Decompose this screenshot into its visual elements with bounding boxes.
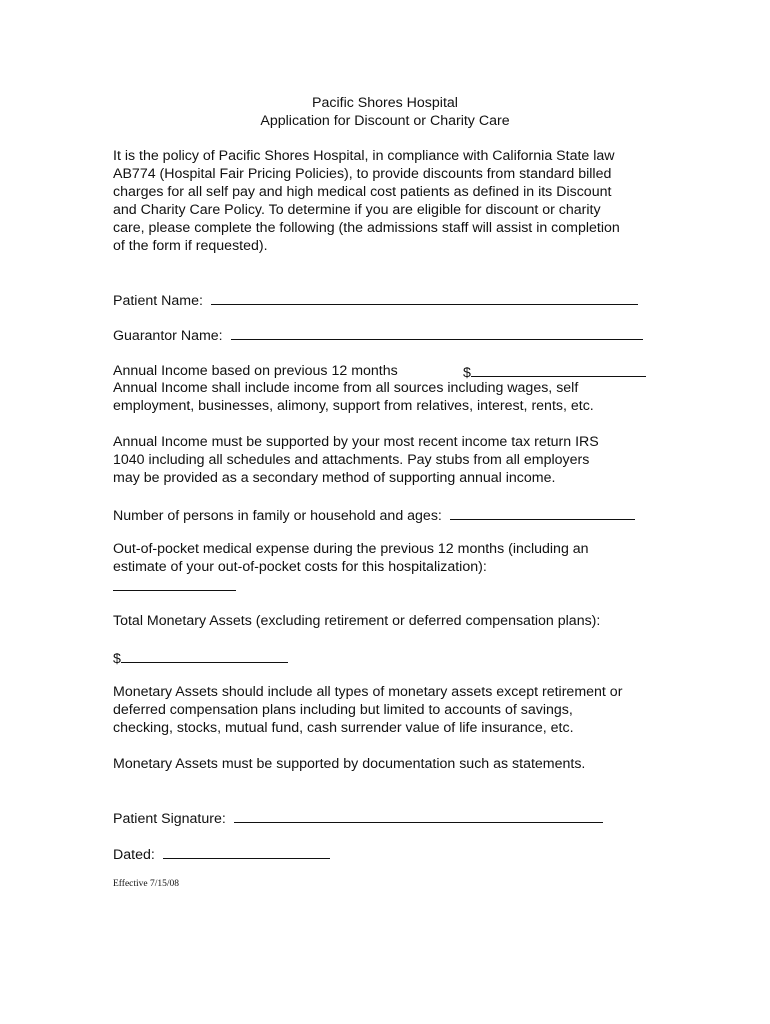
monetary-assets-field[interactable] xyxy=(121,648,288,663)
out-of-pocket-field[interactable] xyxy=(113,576,236,591)
income-support-line: Annual Income must be supported by your most recent income tax return IRS xyxy=(113,434,599,450)
policy-line: of the form if requested). xyxy=(113,238,268,254)
patient-name-row xyxy=(113,290,638,310)
annual-income-currency: $ xyxy=(463,365,471,381)
dated-label: Dated: xyxy=(113,847,155,863)
effective-date: Effective 7/15/08 xyxy=(113,879,180,889)
form-title: Application for Discount or Charity Care xyxy=(260,113,510,129)
patient-name-field[interactable] xyxy=(211,290,638,305)
out-of-pocket-row xyxy=(113,576,236,596)
household-row xyxy=(113,505,635,525)
household-field[interactable] xyxy=(450,505,635,520)
signature-label: Patient Signature: xyxy=(113,811,226,827)
income-support-line: may be provided as a secondary method of supporting annual income. xyxy=(113,470,556,486)
monetary-assets-currency: $ xyxy=(113,651,121,667)
policy-line: and Charity Care Policy. To determine if you are eligible for discount or charity xyxy=(113,202,601,218)
assets-note-line: deferred compensation plans including but limited to accounts of savings, xyxy=(113,702,573,718)
out-of-pocket-line: estimate of your out-of-pocket costs for this hospitalization): xyxy=(113,559,487,575)
policy-line: It is the policy of Pacific Shores Hospital, in compliance with California State law xyxy=(113,148,615,164)
policy-line: AB774 (Hospital Fair Pricing Policies), to provide discounts from standard billed xyxy=(113,166,612,182)
assets-note-line: checking, stocks, mutual fund, cash surrender value of life insurance, etc. xyxy=(113,720,574,736)
guarantor-name-row xyxy=(113,325,643,345)
assets-note-line: Monetary Assets should include all types of monetary assets except retirement or xyxy=(113,684,623,700)
out-of-pocket-line: Out-of-pocket medical expense during the previous 12 months (including an xyxy=(113,541,589,557)
guarantor-name-label: Guarantor Name: xyxy=(113,328,223,344)
policy-line: charges for all self pay and high medical cost patients as defined in its Discount xyxy=(113,184,612,200)
annual-income-field[interactable] xyxy=(471,362,646,377)
household-label: Number of persons in family or household and ages: xyxy=(113,508,442,524)
hospital-name: Pacific Shores Hospital xyxy=(312,95,458,111)
dated-row xyxy=(113,844,330,864)
annual-income-label: Annual Income based on previous 12 months xyxy=(113,363,398,379)
guarantor-name-field[interactable] xyxy=(231,325,643,340)
patient-name-label: Patient Name: xyxy=(113,293,203,309)
assets-support: Monetary Assets must be supported by documentation such as statements. xyxy=(113,756,586,772)
policy-line: care, please complete the following (the admissions staff will assist in completion xyxy=(113,220,620,236)
assets-heading: Total Monetary Assets (excluding retirement or deferred compensation plans): xyxy=(113,613,601,629)
monetary-assets-row xyxy=(113,648,288,668)
income-support-line: 1040 including all schedules and attachments. Pay stubs from all employers xyxy=(113,452,590,468)
income-note-line: employment, businesses, alimony, support from relatives, interest, rents, etc. xyxy=(113,398,594,414)
dated-field[interactable] xyxy=(163,844,330,859)
signature-row xyxy=(113,808,603,828)
signature-field[interactable] xyxy=(234,808,603,823)
income-note-line: Annual Income shall include income from all sources including wages, self xyxy=(113,380,579,396)
